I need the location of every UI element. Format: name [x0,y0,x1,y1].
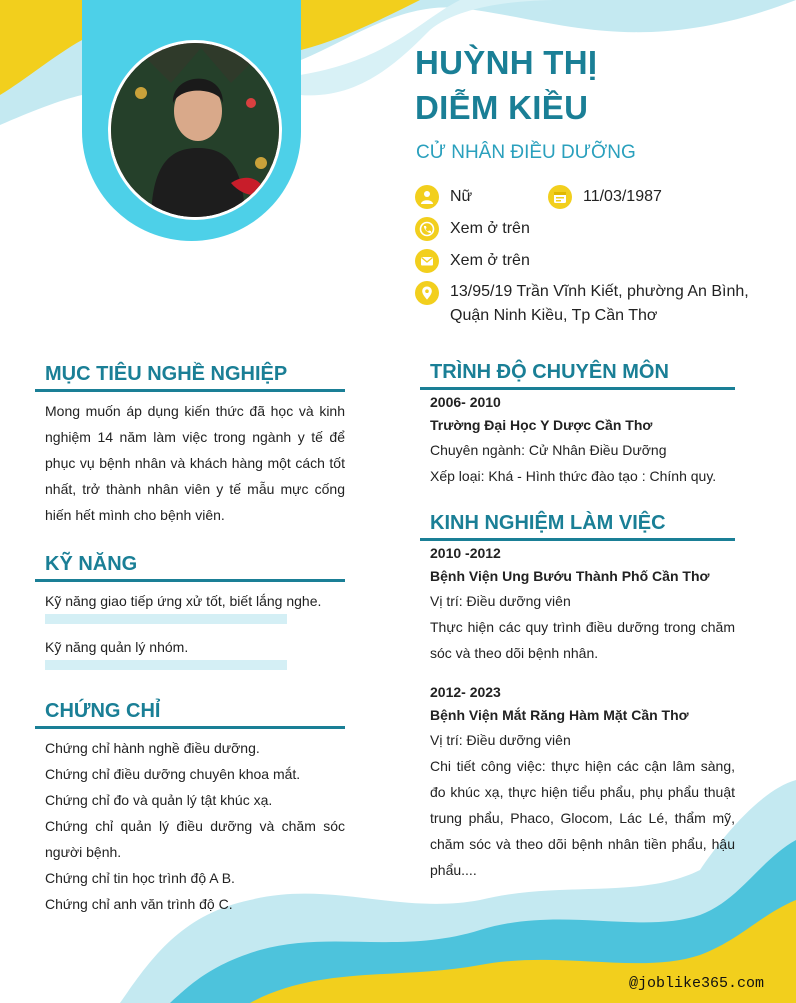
skill-bar [45,660,287,670]
job-description: Chi tiết công việc: thực hiện các cận lâm sàng, đo khúc xạ, thực hiện tiểu phẩu, phụ phẩu thuật trung phẩu, Phaco, Glocom, Lác Lé, thẩm mỹ, chăm sóc và theo dõi bệnh nhân tiền phẩu, hậu phẩu.... [430,758,735,878]
skills-title: KỸ NĂNG [45,553,138,575]
experience-title: KINH NGHIỆM LÀM VIỆC [430,512,666,534]
address-line-1: 13/95/19 Trần Vĩnh Kiết, phường An Bình, [450,283,749,300]
skill-bar [45,614,287,624]
birthday-row [548,185,662,209]
email-row [415,249,530,273]
certificate-item: Chứng chỉ hành nghề điều dưỡng. [45,740,260,756]
calendar-icon [548,185,572,209]
profile-photo [108,40,282,220]
email-value: Xem ở trên [450,252,530,269]
name-line-2: DIỄM KIỀU [415,89,589,126]
location-icon [415,281,439,305]
phone-icon [415,217,439,241]
job-company: Bệnh Viện Ung Bướu Thành Phố Cần Thơ [430,568,710,584]
objective-text: Mong muốn áp dụng kiến thức đã học và kinh nghiệm 14 năm làm việc trong ngành y tế để phục vụ bệnh nhân và khách hàng một cách tốt nhất, trở thành nhân viên y tế mẫu mực cống hiến hết mình cho bệnh viên. [45,403,345,523]
education-title: TRÌNH ĐỘ CHUYÊN MÔN [430,361,669,383]
watermark: @joblike365.com [628,975,764,992]
certificate-item: Chứng chỉ điều dưỡng chuyên khoa mắt. [45,766,301,782]
job-position: Vị trí: Điều dưỡng viên [430,732,571,748]
address-row [415,281,749,328]
skill-item: Kỹ năng giao tiếp ứng xử tốt, biết lắng nghe. [45,593,322,609]
job-position: Vị trí: Điều dưỡng viên [430,593,571,609]
certificates-title: CHỨNG CHỈ [45,700,161,722]
job-description: Thực hiện các quy trình điều dưỡng trong chăm sóc và theo dõi bệnh nhân. [430,619,735,661]
skills-divider [35,579,345,582]
skill-item: Kỹ năng quản lý nhóm. [45,639,189,655]
education-school: Trường Đại Học Y Dược Cần Thơ [430,417,653,433]
mail-icon [415,249,439,273]
name-line-1: HUỲNH THỊ [415,44,598,81]
certificates-divider [35,726,345,729]
education-grade: Xếp loại: Khá - Hình thức đào tạo : Chính quy. [430,468,717,484]
address-line-2: Quận Ninh Kiều, Tp Cần Thơ [450,307,658,324]
phone-value: Xem ở trên [450,220,530,237]
gender-row [415,185,472,209]
birthday-value: 11/03/1987 [583,188,662,205]
objective-divider [35,389,345,392]
job-company: Bệnh Viện Mắt Răng Hàm Mặt Cần Thơ [430,707,689,723]
user-icon [415,185,439,209]
certificate-item: Chứng chỉ tin học trình độ A B. [45,870,235,886]
objective-title: MỤC TIÊU NGHỀ NGHIỆP [45,363,288,385]
job-title: CỬ NHÂN ĐIỀU DƯỠNG [416,142,636,163]
phone-row [415,217,530,241]
education-period: 2006- 2010 [430,394,501,410]
certificate-item: Chứng chỉ anh văn trình độ C. [45,896,233,912]
gender-value: Nữ [450,188,473,205]
job-period: 2012- 2023 [430,684,501,700]
certificate-item: Chứng chỉ đo và quản lý tật khúc xạ. [45,792,273,808]
full-name [415,40,597,130]
education-major: Chuyên ngành: Cử Nhân Điều Dưỡng [430,442,667,458]
job-period: 2010 -2012 [430,545,501,561]
certificates-list [45,735,345,917]
certificate-item: Chứng chỉ quản lý điều dưỡng và chăm sóc người bệnh. [45,818,345,860]
